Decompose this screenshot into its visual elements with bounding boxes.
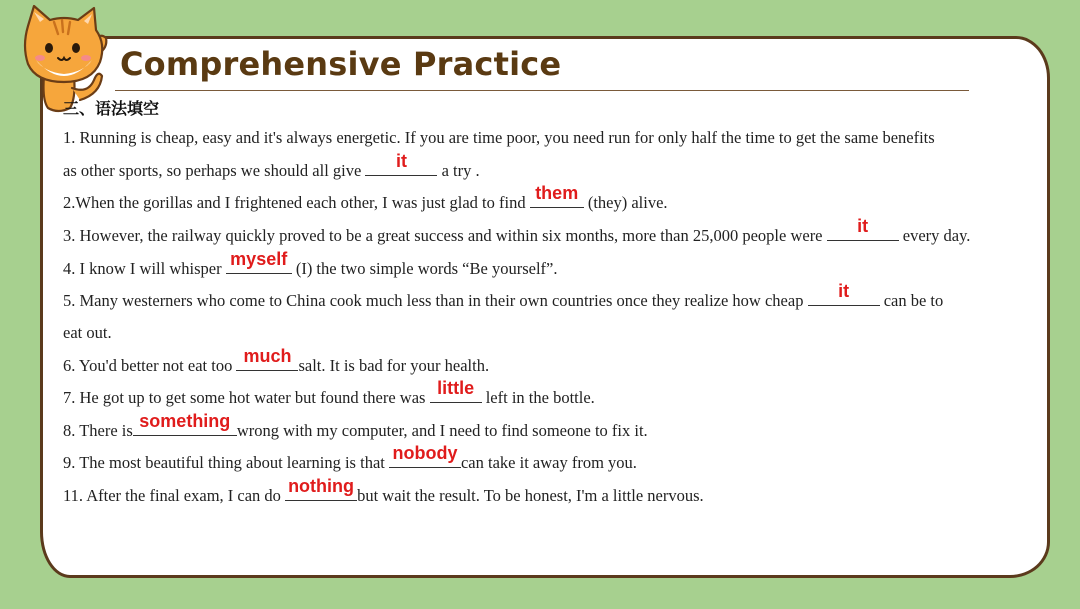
exercise-line bbox=[63, 128, 935, 148]
question-text: can take it away from you. bbox=[460, 453, 637, 472]
question-text: (they) alive. bbox=[583, 193, 668, 212]
question-text: 6. You'd better not eat too bbox=[63, 356, 237, 375]
answer-blank bbox=[389, 443, 461, 468]
exercise-line bbox=[63, 323, 112, 343]
answer-blank bbox=[530, 183, 584, 208]
exercise-line bbox=[63, 151, 480, 181]
question-text: left in the bottle. bbox=[481, 388, 595, 407]
answer-text: nobody bbox=[392, 443, 458, 463]
exercise-line bbox=[63, 281, 944, 311]
exercise-line bbox=[63, 378, 595, 408]
exercise-line bbox=[63, 346, 490, 376]
exercise-line bbox=[63, 183, 668, 213]
question-text: 2.When the gorillas and I frightened each other, I was just glad to find bbox=[63, 193, 530, 212]
answer-blank bbox=[808, 281, 880, 306]
question-text: 5. Many westerners who come to China cook much less than in their own countries once they realize how cheap bbox=[63, 291, 808, 310]
answer-text: them bbox=[535, 183, 579, 203]
question-text: a try . bbox=[437, 161, 480, 180]
exercise-line bbox=[63, 216, 971, 246]
question-text: as other sports, so perhaps we should all give bbox=[63, 161, 366, 180]
answer-blank bbox=[827, 216, 899, 241]
answer-text: it bbox=[838, 281, 850, 301]
question-text: salt. It is bad for your health. bbox=[298, 356, 490, 375]
question-text: wrong with my computer, and I need to find someone to fix it. bbox=[236, 421, 648, 440]
question-text: eat out. bbox=[63, 323, 112, 342]
answer-text: myself bbox=[230, 249, 288, 269]
exercise-line bbox=[63, 443, 637, 473]
answer-blank bbox=[226, 249, 292, 274]
title-divider bbox=[115, 90, 969, 91]
answer-text: it bbox=[395, 151, 407, 171]
question-text: every day. bbox=[898, 226, 971, 245]
answer-text: nothing bbox=[288, 476, 355, 496]
question-text: 4. I know I will whisper bbox=[63, 259, 226, 278]
exercise-line bbox=[63, 476, 704, 506]
question-text: 1. Running is cheap, easy and it's always energetic. If you are time poor, you need run for only half the time to get the same benefits bbox=[63, 128, 935, 147]
question-text: but wait the result. To be honest, I'm a little nervous. bbox=[357, 486, 704, 505]
question-text: 9. The most beautiful thing about learning is that bbox=[63, 453, 389, 472]
answer-blank bbox=[365, 151, 437, 176]
answer-text: something bbox=[139, 411, 231, 431]
question-text: 3. However, the railway quickly proved to be a great success and within six months, more than 25,000 people were bbox=[63, 226, 827, 245]
answer-blank bbox=[285, 476, 357, 501]
page-title: Comprehensive Practice bbox=[120, 45, 562, 83]
answer-text: much bbox=[243, 346, 292, 366]
answer-blank bbox=[430, 378, 482, 403]
question-text: 8. There is bbox=[63, 421, 133, 440]
question-text: 7. He got up to get some hot water but found there was bbox=[63, 388, 430, 407]
exercise-line bbox=[63, 411, 648, 441]
question-text: (I) the two simple words “Be yourself”. bbox=[291, 259, 558, 278]
answer-blank bbox=[236, 346, 298, 371]
question-text: can be to bbox=[879, 291, 944, 310]
section-heading: 三、语法填空 bbox=[63, 99, 160, 118]
answer-blank bbox=[133, 411, 237, 436]
answer-text: it bbox=[857, 216, 869, 236]
exercise-line bbox=[63, 249, 558, 279]
answer-text: little bbox=[437, 378, 475, 398]
question-text: 11. After the final exam, I can do bbox=[63, 486, 286, 505]
